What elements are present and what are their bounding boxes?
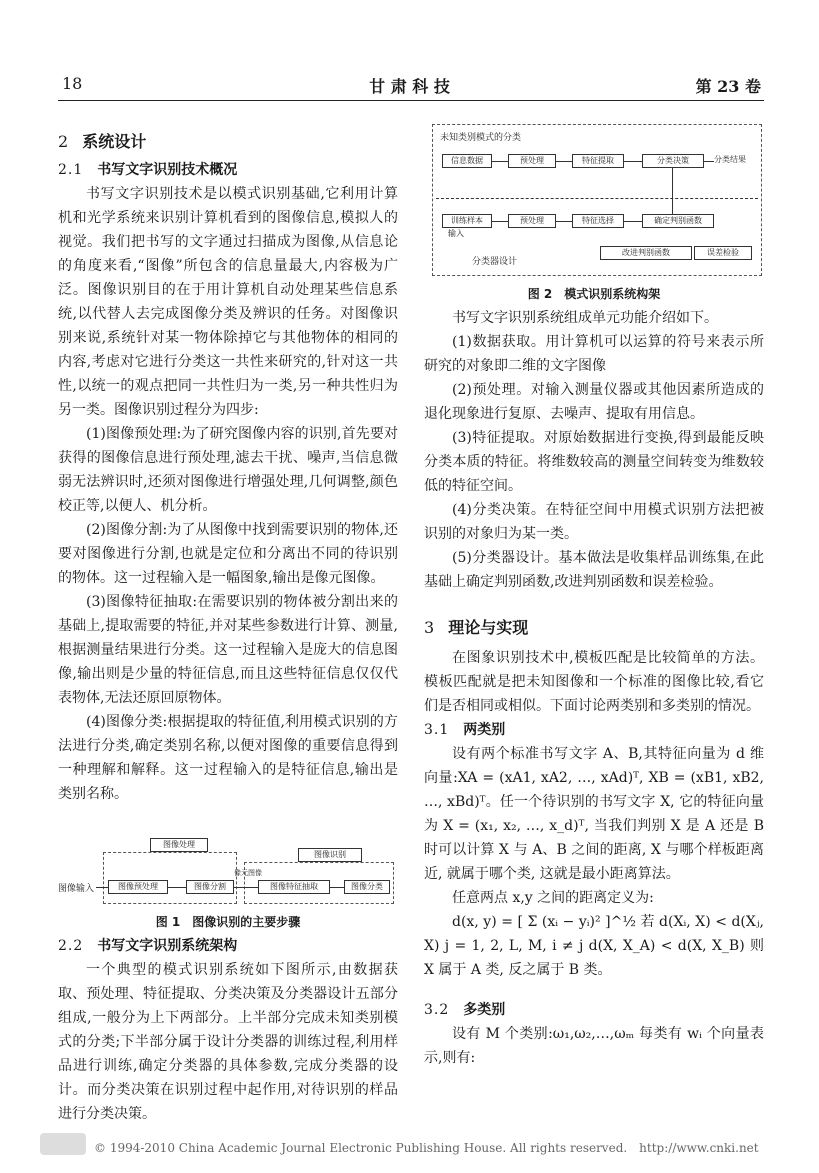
section-2-2-heading: 2.2 书写文字识别系统架构 [58, 938, 238, 954]
page-number: 18 [62, 74, 83, 93]
section-3-2-heading: 3.2 多类别 [424, 1002, 506, 1018]
formula: d(x, y) = [ Σ (xᵢ − yᵢ)² ]^½ 若 d(Xᵢ, X) < d(Xⱼ, X) j = 1, 2, L, M, i ≠ j d(X, X_A) < d(X, X_B) 则 X 属于 A 类, 反之属于 B 类。 [424, 914, 764, 978]
fig2-box: 分类决策 [642, 154, 704, 168]
item-2: (2)预处理。对输入测量仪器或其他因素所造成的退化现象进行复原、去噪声、提取有用信息。 [424, 382, 764, 422]
figure-1-caption: 图 1 图像识别的主要步骤 [155, 915, 301, 929]
fig2-box: 特征提取 [572, 154, 624, 168]
fig2-box: 改进判别函数 [600, 246, 692, 260]
figure-2 [432, 118, 762, 280]
fig1-box: 图像分类 [344, 880, 390, 894]
left-column-bottom [58, 910, 398, 1126]
paragraph: 在图象识别技术中,模板匹配是比较简单的方法。模板匹配就是把未知图像和一个标准的图像比较,看它们是否相同或相似。下面讨论两类别和多类别的情况。 [424, 650, 764, 714]
right-column [424, 282, 764, 1070]
journal-name: 甘 肃 科 技 [369, 77, 450, 96]
arrow [492, 221, 508, 222]
paragraph: 书写文字识别系统组成单元功能介绍如下。 [452, 310, 718, 326]
paragraph: 任意两点 x,y 之间的距离定义为: [452, 890, 654, 906]
fig2-box: 预处理 [508, 154, 556, 168]
section-2-1-heading: 2.1 书写文字识别技术概况 [58, 162, 238, 178]
arrow [672, 168, 673, 214]
fig2-box: 信息数据 [442, 154, 492, 168]
fig2-box: 误差检验 [694, 246, 752, 260]
step-4: (4)图像分类:根据提取的特征值,利用模式识别的方法进行分类,确定类别名称,以便对图像的重要信息得到一种理解和解释。这一过程输入的是特征信息,输出是类别名称。 [58, 714, 398, 802]
arrow [624, 221, 642, 222]
arrow [556, 161, 572, 162]
arrow [330, 887, 344, 888]
fig2-divider [436, 198, 758, 199]
arrow [704, 161, 714, 162]
section-2-heading: 2 系统设计 [58, 132, 147, 151]
footer: © 1994-2010 China Academic Journal Electronic Publishing House. All rights reserved. http://www.cnki.net [94, 1141, 759, 1155]
fig2-box: 训练样本 [442, 214, 492, 228]
item-5: (5)分类器设计。基本做法是收集样品训练集,在此基础上确定判别函数,改进判别函数和误差检验。 [424, 550, 764, 590]
section-3-1-heading: 3.1 两类别 [424, 722, 506, 738]
fig2-label: 未知类别模式的分类 [440, 133, 522, 143]
item-1: (1)数据获取。用计算机可以运算的符号来表示所研究的对象即二维的文字图像 [424, 334, 764, 374]
step-2: (2)图像分割:为了从图像中找到需要识别的物体,还要对图像进行分割,也就是定位和分离出不同的待识别的物体。这一过程输入是一幅图象,输出是像元图像。 [58, 522, 398, 586]
fig1-box: 图像识别 [298, 848, 362, 862]
fig1-box: 图像特征抽取 [258, 880, 330, 894]
item-3: (3)特征提取。对原始数据进行变换,得到最能反映分类本质的特征。将维数较高的测量空间转变为维数较低的特征空间。 [424, 430, 764, 494]
arrow [492, 161, 508, 162]
fig2-sub: 输入 [448, 229, 464, 238]
item-4: (4)分类决策。在特征空间中用模式识别方法把被识别的对象归为某一类。 [424, 502, 764, 542]
fig2-box: 特征选择 [572, 214, 624, 228]
section-3-heading: 3 理论与实现 [424, 618, 529, 637]
arrow [168, 887, 186, 888]
fig1-input: 图像输入 [58, 884, 95, 894]
fig2-output: 分类结果 [714, 155, 746, 164]
fig2-box: 确定判别函数 [642, 214, 714, 228]
step-1: (1)图像预处理:为了研究图像内容的识别,首先要对获得的图像信息进行预处理,滤去干扰、噪声,当信息微弱无法辨识时,还须对图像进行增强处理,几何调整,颜色校正等,以便人、机分析。 [58, 426, 398, 514]
fig2-label: 分类器设计 [472, 257, 518, 267]
arrow [624, 161, 642, 162]
fig1-mid: 像元图像 [234, 869, 262, 877]
figure-2-caption: 图 2 模式识别系统构架 [527, 287, 661, 301]
arrow [96, 887, 108, 888]
fig1-box: 图像处理 [150, 838, 208, 852]
fig1-box: 图像预处理 [108, 880, 168, 894]
paragraph: 设有 M 个类别:ω₁,ω₂,…,ωₘ 每类有 wᵢ 个向量表示,则有: [424, 1026, 764, 1066]
paragraph: 书写文字识别技术是以模式识别基础,它利用计算机和光学系统来识别计算机看到的图像信息,模拟人的视觉。我们把书写的文字通过扫描成为图像,从信息论的角度来看,“图像”所包含的信息量最大,内容极为广泛。图像识别目的在于用计算机自动处理某些信息系统,以代替人去完成图像分类及辨识的任务。对图像识别来说,系统针对某一物体除掉它与其他物体的相同的内容,考虑对它进行分类这一共性来研究的,针对这一共性,以统一的观点把同一共性归为一类,另一种共性归为另一类。图像识别过程分为四步: [58, 186, 398, 418]
cnki-logo [40, 1133, 86, 1155]
arrow [556, 221, 572, 222]
left-column [58, 130, 398, 806]
paragraph: 一个典型的模式识别系统如下图所示,由数据获取、预处理、特征提取、分类决策及分类器设计五部分组成,一般分为上下两部分。上半部分完成未知类别模式的分类;下半部分属于设计分类器的训练过程,利用样品进行训练,确定分类器的具体参数,完成分类器的设计。而分类决策在识别过程中起作用,对待识别的样品进行分类决策。 [58, 962, 398, 1122]
paragraph: 设有两个标准书写文字 A、B,其特征向量为 d 维向量:XA = (xA1, xA2, …, xAd)ᵀ, XB = (xB1, xB2, …, xBd)ᵀ。任一个待识别的书写文字 X, 它的特征向量为 X = (x₁, x₂, …, x_d)ᵀ, 当我们判别 X 是 A 还是 B 时可以计算 X 与 A、B 之间的距离, X 与哪个样板距离近, 就属于哪个类, 这就是最小距离算法。 [424, 746, 764, 882]
header-rule [58, 100, 764, 101]
fig2-box: 预处理 [508, 214, 556, 228]
step-3: (3)图像特征抽取:在需要识别的物体被分割出来的基础上,提取需要的特征,并对某些参数进行计算、测量,根据测量结果进行分类。这一过程输入是庞大的信息图像,输出则是少量的特征信息,而且这些特征信息仅仅代表物体,无法还原回原物体。 [58, 594, 398, 706]
fig1-box: 图像分割 [186, 880, 234, 894]
figure-1 [58, 836, 398, 912]
volume: 第 23 卷 [695, 77, 761, 96]
fig1-group [103, 852, 237, 904]
arrow [234, 887, 258, 888]
